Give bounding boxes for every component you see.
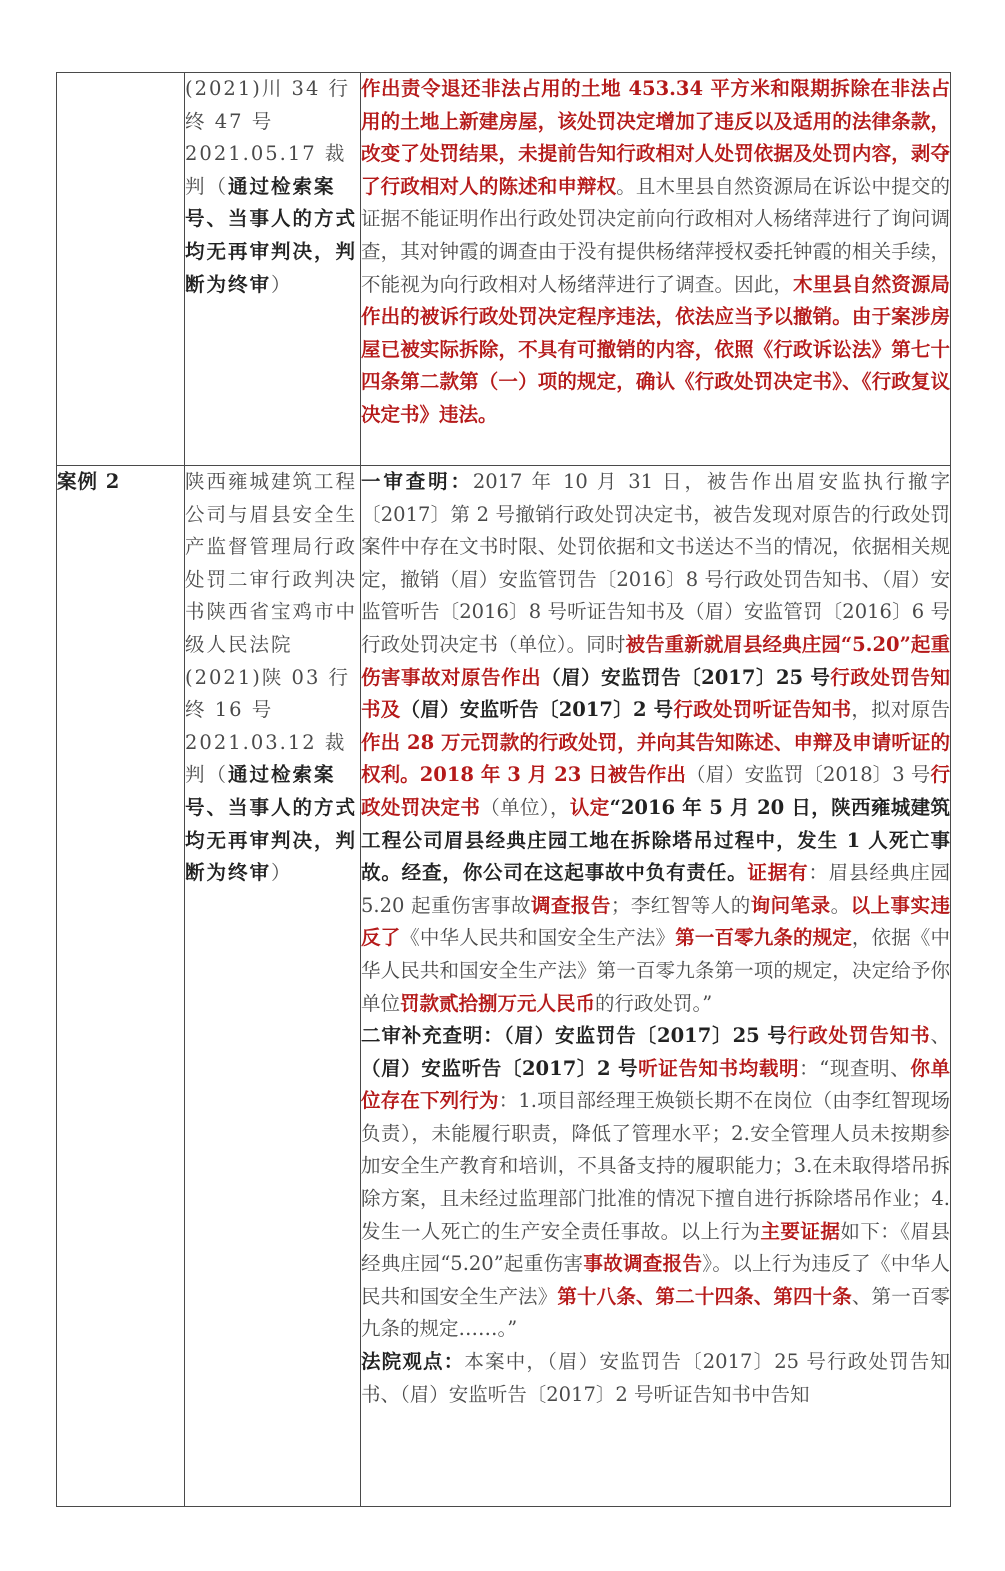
highlighted-text-run: 认定 — [569, 795, 610, 819]
highlighted-text-run: 作出责令退还非法占用的土地 453.34 平方米和限期拆除在非法占用的土地上新建房屋，该处罚决定增加了违反以及适用的法律条款，改变了处罚结果，未提前告知行政相对人处罚依据及处罚内容，剥夺了行政相对人的陈述和申辩权 — [361, 77, 950, 198]
table-row — [57, 466, 951, 1507]
text-run: 。 — [830, 893, 851, 917]
case-info-cell — [185, 73, 361, 466]
highlighted-text-run: 第一百零九条的规定 — [675, 926, 852, 950]
bold-text-run: 二审补充查明：（眉）安监罚告〔2017〕25 号 — [361, 1024, 788, 1048]
case-info — [185, 466, 360, 890]
text-run: 。且木里县自然资源局在诉讼中提交的证据不能证明作出行政处罚决定前向行政相对人杨绪萍进行了询问调查，其对钟霞的调查由于没有提供杨绪萍授权委托钟霞的相关手续，不能视为向行政相对人杨绪萍进行了调查。因此， — [361, 174, 950, 296]
text-run: 、 — [930, 1024, 950, 1048]
highlighted-text-run: 主要证据 — [760, 1219, 841, 1243]
text-run: ） — [271, 272, 293, 296]
highlighted-text-run: 木里县自然资源局作出的被诉行政处罚决定程序违法，依法应当予以撤销。由于案涉房屋已被实际拆除，不具有可撤销的内容，依照《行政诉讼法》第七十四条第二款第（一）项的规定，确认《行政处罚决定书》、《行政复议决定书》违法。 — [361, 272, 950, 426]
text-run: 《中华人民共和国安全生产法》 — [400, 926, 676, 950]
text-run: ：眉县经典庄园 5.20 起重伤害事故 — [361, 861, 950, 917]
bold-text-run: （眉）安监听告〔2017〕2 号 — [400, 698, 674, 722]
text-run: 2021.03.12 裁判（ — [185, 730, 347, 787]
text-run: 2017 年 10 月 31 日，被告作出眉安监执行撤字〔2017〕第 2 号撤销行政处罚决定书，被告发现对原告的行政处罚案件中存在文书时限、处罚依据和文书送达不当的情况，依据相关规定，撤销（眉）安监管罚告〔2016〕8 号行政处罚告知书、（眉）安监管听告〔2016〕8 号听证告知书及（眉）安监管罚〔2016〕6 号行政处罚决定书（单位）。同时 — [361, 470, 950, 656]
bold-text-run: 通过检索案号、当事人的方式均无再审判决，判断为终审 — [185, 174, 358, 296]
case-content-cell — [361, 466, 951, 1507]
highlighted-text-run: 行政处罚告知书及 — [361, 665, 950, 722]
case-label-cell — [57, 73, 185, 466]
highlighted-text-run: 作出 28 万元罚款的行政处罚，并向其告知陈述、申辩及申请听证的权利。2018 年 3 月 23 日被告作出 — [361, 730, 950, 787]
text-run: ：1.项目部经理王焕锁长期不在岗位（由李红智现场负责），未能履行职责，降低了管理水平；2.安全管理人员未按期参加安全生产教育和培训，不具备支持的履职能力；3.在未取得塔吊拆除方案，且未经过监理部门批准的情况下擅自进行拆除塔吊作业；4.发生一人死亡的生产安全责任事故。以上行为 — [361, 1089, 950, 1243]
text-run: （眉）安监罚〔2018〕3 号 — [685, 763, 931, 787]
text-run: 本案中，（眉）安监罚告〔2017〕25 号行政处罚告知书、（眉）安监听告〔2017〕2 号听证告知书中告知 — [361, 1350, 950, 1406]
text-run: ：“现查明、 — [799, 1056, 911, 1080]
bold-text-run: （眉）安监罚告〔2017〕25 号 — [541, 665, 831, 689]
highlighted-text-run: 行政处罚告知书 — [787, 1024, 931, 1048]
text-run: ；李红智等人的 — [610, 893, 751, 917]
highlighted-text-run: 听证告知书均载明 — [638, 1056, 800, 1080]
highlighted-text-run: 被告重新就眉县经典庄园“5.20”起重伤害事故对原告作出 — [361, 632, 950, 689]
text-run: 》。以上行为违反了《中华人民共和国安全生产法》 — [361, 1252, 950, 1308]
case-table — [56, 72, 951, 1507]
text-run: (2021)川 34 行终 47 号 — [185, 77, 351, 133]
text-run: ） — [271, 861, 293, 885]
bold-text-run: 法院观点： — [361, 1350, 465, 1374]
table-row — [57, 73, 951, 466]
highlighted-text-run: 证据有 — [747, 861, 809, 885]
bold-text-run: 一审查明： — [361, 470, 473, 493]
text-run: (2021)陕 03 行终 16 号 — [185, 665, 351, 722]
highlighted-text-run: 行政处罚听证告知书 — [673, 698, 852, 722]
text-run: ，依据《中华人民共和国安全生产法》第一百零九条第一项的规定，决定给予你单位 — [361, 926, 950, 1015]
text-run: 的行政处罚。” — [595, 991, 713, 1015]
text-run: 陕西雍城建筑工程公司与眉县安全生产监督管理局行政处罚二审行政判决书 — [185, 470, 358, 624]
highlighted-text-run: 询问笔录 — [750, 893, 831, 917]
case-label-cell — [57, 466, 185, 1507]
highlighted-text-run: 你单位存在下列行为 — [361, 1056, 950, 1113]
highlighted-text-run: 事故调查报告 — [583, 1252, 703, 1276]
highlighted-text-run: 行政处罚决定书 — [361, 763, 951, 819]
text-run: 2021.05.17 裁判（ — [185, 142, 347, 198]
case-content-cell — [361, 73, 951, 466]
bold-text-run: 通过检索案号、当事人的方式均无再审判决，判断为终审 — [185, 763, 358, 885]
highlighted-text-run: 以上事实违反了 — [361, 893, 950, 950]
text-run: ，拟对原告 — [851, 698, 950, 722]
case-content — [361, 466, 950, 1411]
case-content — [361, 73, 950, 432]
bold-text-run: （眉）安监听告〔2017〕2 号 — [361, 1056, 639, 1080]
bold-text-run: “2016 年 5 月 20 日，陕西雍城建筑工程公司眉县经典庄园工地在拆除塔吊过程中，发生 1 人死亡事故。经查，你公司在这起事故中负有责任。 — [361, 795, 950, 885]
case-info — [185, 73, 360, 301]
text-run: 、第一百零九条的规定……。” — [361, 1284, 950, 1341]
highlighted-text-run: 调查报告 — [530, 893, 611, 917]
highlighted-text-run: 第十八条、第二十四条、第四十条 — [557, 1284, 852, 1308]
text-run: 如下：《眉县经典庄园“5.20”起重伤害 — [361, 1219, 950, 1276]
case-info-cell — [185, 466, 361, 1507]
case-label: 案例 2 — [57, 470, 121, 493]
text-run: 陕西省宝鸡市中级人民法院 — [185, 600, 358, 656]
highlighted-text-run: 罚款贰拾捌万元人民币 — [400, 991, 596, 1015]
text-run: （单位）， — [480, 795, 570, 819]
